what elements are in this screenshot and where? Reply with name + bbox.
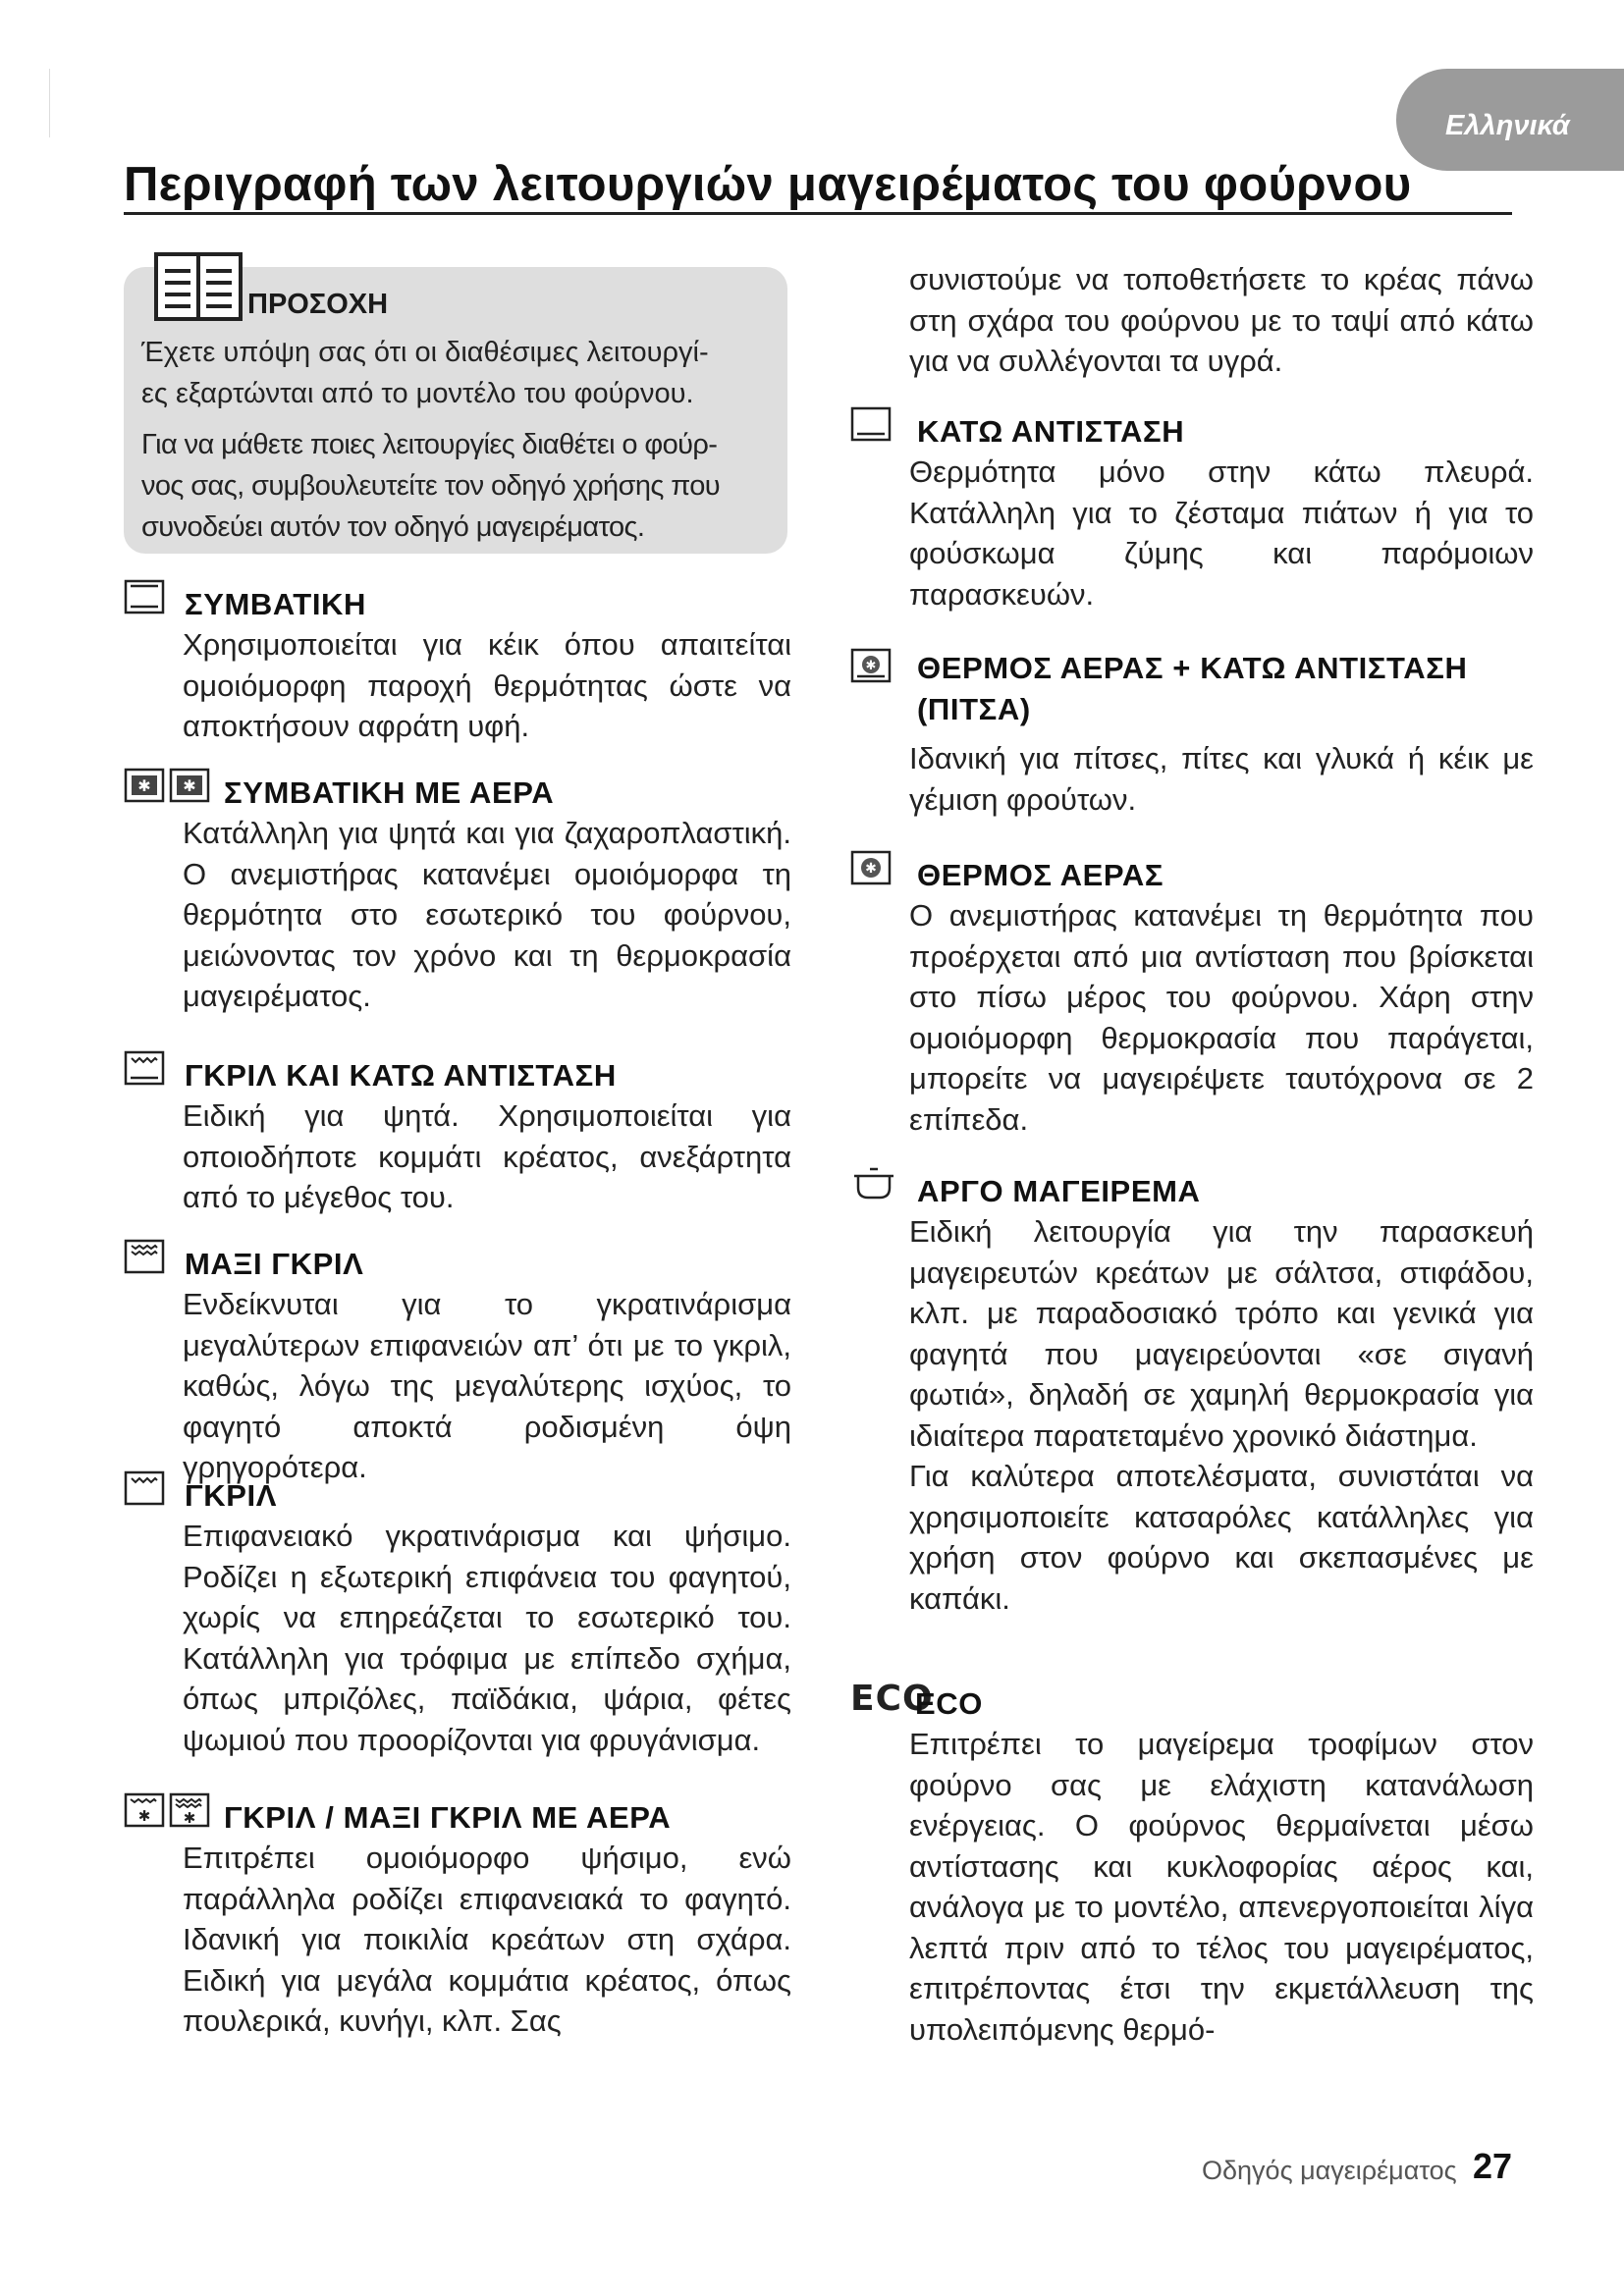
section-text: Επιφανειακό γκρατινάρισμα και ψήσιμο. Ροδίζει η εξωτερική επιφάνεια του φαγητού, χωρίς να επηρεάζεται το εσωτερικό του. Κατάλληλη για τρόφιμα με επίπεδο σχήμα, όπως μπριζόλες, παϊδάκια, ψάρια, φέτες ψωμιού που προορίζονται για φρυγάνισμα. — [183, 1519, 791, 1757]
attention-note — [124, 267, 787, 554]
section-slow-cook — [850, 1166, 1534, 1619]
section-text: Θερμότητα μόνο στην κάτω πλευρά. Κατάλληλη για το ζέσταμα πιάτων ή για το φούσκωμα ζύμης και παρόμοιων παρασκευών. — [909, 454, 1534, 612]
conventional-fan-icon — [124, 768, 210, 803]
section-title: ΜΑΞΙ ΓΚΡΙΛ — [185, 1247, 364, 1281]
svg-text:✱: ✱ — [137, 776, 151, 795]
fan-bottom-icon — [850, 648, 892, 683]
note-title: ΠΡΟΣΟΧΗ — [247, 289, 389, 320]
section-title: ΘΕΡΜΟΣ ΑΕΡΑΣ — [917, 858, 1164, 892]
section-grill-bottom — [124, 1050, 791, 1218]
section-title: ECO — [915, 1686, 983, 1721]
note-paragraph-1: Έχετε υπόψη σας ότι οι διαθέσιμες λειτουργί- ες εξαρτώνται από το μοντέλο του φούρνου. — [141, 337, 709, 409]
svg-text:✱: ✱ — [865, 659, 877, 673]
bottom-heat-icon — [850, 406, 892, 442]
section-conventional — [124, 579, 791, 747]
section-text: Ο ανεμιστήρας κατανέμει τη θερμότητα που προέρχεται από μια αντίσταση που βρίσκεται στο πίσω μέρος του φούρνου. Χάρη στην ομοιόμορφη θερμοκρασία που παράγεται, μπορείτε να μαγειρέψετε ταυτόχρονα σε 2 επίπεδα. — [909, 898, 1534, 1137]
grill-bottom-icon — [124, 1050, 165, 1086]
page-number: 27 — [1473, 2146, 1513, 2186]
svg-text:✱: ✱ — [865, 861, 877, 877]
section-fan-bottom — [850, 648, 1534, 820]
section-title: ΓΚΡΙΛ ΚΑΙ ΚΑΤΩ ΑΝΤΙΣΤΑΣΗ — [185, 1058, 617, 1093]
section-grill-maxi-fan — [124, 1792, 791, 2042]
section-maxi-grill — [124, 1239, 791, 1488]
title-underline — [124, 212, 1512, 215]
section-title: ΘΕΡΜΟΣ ΑΕΡΑΣ + ΚΑΤΩ ΑΝΤΙΣΤΑΣΗ (ΠΙΤΣΑ) — [917, 651, 1468, 726]
section-title: ΓΚΡΙΛ / ΜΑΞΙ ΓΚΡΙΛ ΜΕ ΑΕΡΑ — [224, 1800, 672, 1835]
language-label: Ελληνικά — [1445, 110, 1570, 141]
language-tab — [1396, 69, 1624, 171]
section-title: ΚΑΤΩ ΑΝΤΙΣΤΑΣΗ — [917, 414, 1185, 449]
section-title: ΣΥΜΒΑΤΙΚΗ ΜΕ ΑΕΡΑ — [224, 775, 555, 810]
svg-text:✱: ✱ — [183, 1809, 196, 1827]
section-text: Ειδική λειτουργία για την παρασκευή μαγειρευτών κρεάτων με σάλτσα, στιφάδου, κλπ. με παραδοσιακό τρόπο και γενικά για φαγητά που μαγειρεύονται «σε σιγανή φωτιά», δηλαδή σε χαμηλή θερμοκρασία για ιδιαίτερα παρατεταμένο χρονικό διάστημα. — [909, 1214, 1534, 1453]
section-bottom-heat — [850, 406, 1534, 614]
grill-icon — [124, 1470, 165, 1506]
section-title: ΣΥΜΒΑΤΙΚΗ — [185, 587, 367, 621]
section-conventional-fan — [124, 768, 791, 1017]
note-paragraph-2: Για να μάθετε ποιες λειτουργίες διαθέτει ο φούρ- νος σας, συμβουλευτείτε τον οδηγό χρήσης που συνοδεύει αυτόν τον οδηγό μαγειρέματος. — [141, 429, 721, 543]
hot-air-icon — [850, 850, 892, 885]
svg-text:✱: ✱ — [183, 776, 196, 795]
book-icon — [153, 251, 244, 322]
section-text-2: Για καλύτερα αποτελέσματα, συνιστάται να χρησιμοποιείτε κατσαρόλες κατάλληλες για χρήση στον φούρνο και σκεπασμένες με καπάκι. — [909, 1459, 1534, 1616]
section-text: Επιτρέπει το μαγείρεμα τροφίμων στον φούρνο σας με ελάχιστη κατανάλωση ενέργειας. Ο φούρνος θερμαίνεται μέσω αντίστασης και κυκλοφορίας αέρος και, ανάλογα με το μοντέλο, απενεργοποιείται λίγα λεπτά πριν από το τέλος του μαγειρέματος, επιτρέποντας έτσι την εκμετάλλευση της υπολειπόμενης θερμό- — [909, 1727, 1534, 2047]
continued-text: συνιστούμε να τοποθετήσετε το κρέας πάνω στη σχάρα του φούρνου με το ταψί από κάτω για να συλλέγονται τα υγρά. — [909, 262, 1534, 378]
page-title: Περιγραφή των λειτουργιών μαγειρέματος του φούρνου — [124, 158, 1412, 211]
section-text: Ενδείκνυται για το γκρατινάρισμα μεγαλύτερων επιφανειών απ’ ότι με το γκριλ, καθώς, λόγω της μεγαλύτερης ισχύος, το φαγητό αποκτά ροδισμένη όψη γρηγορότερα. — [183, 1287, 791, 1484]
conventional-icon — [124, 579, 165, 614]
footer-label: Οδηγός μαγειρέματος — [1202, 2156, 1457, 2185]
section-title: ΑΡΓΟ ΜΑΓΕΙΡΕΜΑ — [917, 1174, 1201, 1208]
pot-icon — [850, 1166, 897, 1201]
section-text: Ιδανική για πίτσες, πίτες και γλυκά ή κέικ με γέμιση φρούτων. — [909, 741, 1534, 817]
maxi-grill-icon — [124, 1239, 165, 1274]
margin-mark — [49, 69, 50, 137]
section-text: Επιτρέπει ομοιόμορφο ψήσιμο, ενώ παράλληλα ροδίζει επιφανειακά το φαγητό. Ιδανική για ποικιλία κρεάτων στη σχάρα. Ειδική για μεγάλα κομμάτια κρέατος, όπως πουλερικά, κυνήγι, κλπ. Σας — [183, 1841, 791, 2038]
section-eco — [850, 1679, 1534, 2050]
svg-text:✱: ✱ — [137, 1807, 151, 1825]
grill-maxi-fan-icon — [124, 1792, 210, 1828]
eco-icon: ECO — [850, 1679, 934, 1719]
section-text: Χρησιμοποιείται για κέικ όπου απαιτείται ομοιόμορφη παροχή θερμότητας ώστε να αποκτήσουν αφράτη υφή. — [183, 627, 791, 743]
section-grill — [124, 1470, 791, 1760]
section-text: Ειδική για ψητά. Χρησιμοποιείται για οποιοδήποτε κομμάτι κρέατος, ανεξάρτητα από το μέγεθος του. — [183, 1098, 791, 1214]
section-hot-air — [850, 850, 1534, 1140]
section-title: ΓΚΡΙΛ — [185, 1478, 277, 1513]
section-text: Κατάλληλη για ψητά και για ζαχαροπλαστική. Ο ανεμιστήρας κατανέμει ομοιόμορφα τη θερμότητα στο εσωτερικό του φούρνου, μειώνοντας τον χρόνο και τη θερμοκρασία μαγειρέματος. — [183, 816, 791, 1013]
